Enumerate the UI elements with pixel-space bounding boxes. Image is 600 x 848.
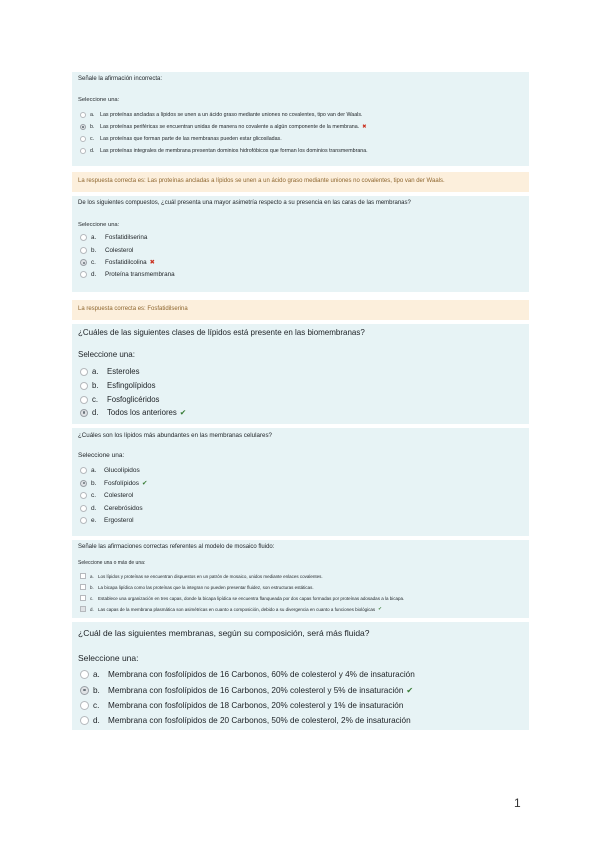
correct-icon: ✔ <box>179 408 187 417</box>
question-text: Señale la afirmación incorrecta: <box>78 76 163 82</box>
radio-button[interactable] <box>80 259 87 266</box>
option-label: Proteína transmembrana <box>105 271 175 278</box>
option-c[interactable]: c. Fosfoglicéridos <box>80 395 159 404</box>
radio-button[interactable] <box>80 409 88 417</box>
option-a[interactable]: a. Las proteínas ancladas a lípidos se unen a un ácido graso mediante uniones no covalentes, tipo van der Waals. <box>80 112 362 118</box>
option-d[interactable]: d. Cerebrósidos <box>80 505 143 512</box>
question-block-6 <box>72 622 529 730</box>
radio-button[interactable] <box>80 247 87 254</box>
option-label: Las proteínas periféricas se encuentran unidas de manera no covalente a algún componente de la membrana. <box>100 124 360 130</box>
option-c[interactable]: c. Membrana con fosfolípidos de 18 Carbonos, 20% colesterol y 1% de insaturación <box>80 701 403 710</box>
correct-icon: ✔ <box>378 606 382 611</box>
page-number: 1 <box>514 796 521 810</box>
radio-button[interactable] <box>80 480 87 487</box>
question-block-2 <box>72 196 529 292</box>
option-label: Membrana con fosfolípidos de 16 Carbonos, 20% colesterol y 5% de insaturación <box>108 685 404 695</box>
radio-button[interactable] <box>80 368 88 376</box>
select-prompt: Seleccione una: <box>78 350 135 359</box>
select-prompt: Seleccione una o más de una: <box>78 560 146 566</box>
option-b[interactable]: b. Las proteínas periféricas se encuentran unidas de manera no covalente a algún componente de la membrana. ✖ <box>80 124 367 130</box>
question-block-5 <box>72 540 529 618</box>
select-prompt: Seleccione una: <box>78 452 125 459</box>
question-text: De los siguientes compuestos, ¿cuál presenta una mayor asimetría respecto a su presencia en las caras de las membranas? <box>78 200 411 206</box>
option-c[interactable]: c. Colesterol <box>80 492 133 499</box>
option-label: La bicapa lipídica como las proteínas que la integran no pueden presentar fluidez, son estructuras estáticas. <box>98 584 314 590</box>
question-text: ¿Cuáles de las siguientes clases de lípidos está presente en las biomembranas? <box>78 328 365 337</box>
checkbox[interactable] <box>80 606 86 612</box>
option-label: Fosfolípidos <box>104 479 140 487</box>
option-label: Fosfoglicéridos <box>107 395 160 404</box>
option-b[interactable]: b. Fosfolípidos ✔ <box>80 479 148 487</box>
option-label: Esteroles <box>107 367 140 376</box>
question-text: ¿Cuál de las siguientes membranas, según su composición, será más fluida? <box>78 628 370 638</box>
option-c[interactable]: c. Fosfatidilcolina ✖ <box>80 259 155 266</box>
option-label: Colesterol <box>105 247 134 254</box>
option-label: Las capas de la membrana plasmática son asimétricas en cuanto a composición, debido a su divergencia en cuanto a funciones biológicas <box>98 606 376 612</box>
question-block-1 <box>72 72 529 166</box>
option-label: Esfingolípidos <box>107 381 156 390</box>
option-label: Fosfatidilcolina <box>105 259 147 266</box>
option-b[interactable]: b. Membrana con fosfolípidos de 16 Carbonos, 20% colesterol y 5% de insaturación ✔ <box>80 685 413 695</box>
option-label: Todos los anteriores <box>107 408 177 417</box>
option-label: Glucolípidos <box>104 467 140 474</box>
feedback-block-2 <box>72 300 529 320</box>
correct-icon: ✔ <box>142 480 148 487</box>
option-label: Las proteínas ancladas a lípidos se unen a un ácido graso mediante uniones no covalentes, tipo van der Waals. <box>100 112 363 118</box>
radio-button[interactable] <box>80 505 87 512</box>
option-label: Cerebrósidos <box>104 505 143 512</box>
radio-button[interactable] <box>80 686 89 695</box>
select-prompt: Seleccione una: <box>78 653 139 663</box>
option-label: Los lípidos y proteínas se encuentran dispuestos en un patrón de mosaico, unidos mediante enlaces covalentes. <box>98 573 323 579</box>
radio-button[interactable] <box>80 112 86 118</box>
checkbox[interactable] <box>80 573 86 579</box>
option-label: Las proteínas integrales de membrana presentan dominios hidrofóbicos que forman los dominios transmembrana. <box>100 148 368 154</box>
option-label: Fosfatidilserina <box>105 234 148 241</box>
option-label: Membrana con fosfolípidos de 18 Carbonos, 20% colesterol y 1% de insaturación <box>108 701 404 710</box>
option-a[interactable]: a. Membrana con fosfolípidos de 16 Carbonos, 60% de colesterol y 4% de insaturación <box>80 670 415 679</box>
option-label: Membrana con fosfolípidos de 16 Carbonos, 60% de colesterol y 4% de insaturación <box>108 670 415 679</box>
option-b[interactable]: b. La bicapa lipídica como las proteínas que la integran no pueden presentar fluidez, son estructuras estáticas. <box>80 584 314 590</box>
radio-button[interactable] <box>80 382 88 390</box>
correct-icon: ✔ <box>406 686 414 695</box>
option-b[interactable]: b. Colesterol <box>80 247 133 254</box>
option-a[interactable]: a. Glucolípidos <box>80 467 140 474</box>
select-prompt: Seleccione una: <box>78 97 120 103</box>
option-b[interactable]: b. Esfingolípidos <box>80 381 156 390</box>
feedback-block-1 <box>72 172 529 192</box>
option-c[interactable]: c. Establece una organización en tres capas, donde la bicapa lipídica se encuentra flanqueada por dos capas formadas por proteínas adosadas a la bicapa. <box>80 595 404 601</box>
checkbox[interactable] <box>80 595 86 601</box>
question-text: ¿Cuáles son los lípidos más abundantes en las membranas celulares? <box>78 432 272 439</box>
radio-button[interactable] <box>80 271 87 278</box>
option-d[interactable]: d. Proteína transmembrana <box>80 271 175 278</box>
question-block-3 <box>72 324 529 424</box>
incorrect-icon: ✖ <box>149 259 155 266</box>
radio-button[interactable] <box>80 124 86 130</box>
option-a[interactable]: a. Esteroles <box>80 367 140 376</box>
question-block-4 <box>72 428 529 536</box>
option-d[interactable]: d. Todos los anteriores ✔ <box>80 408 186 417</box>
radio-button[interactable] <box>80 396 88 404</box>
option-e[interactable]: e. Ergosterol <box>80 517 134 524</box>
option-label: Membrana con fosfolípidos de 20 Carbonos, 50% de colesterol, 2% de insaturación <box>108 716 411 725</box>
option-label: Colesterol <box>104 492 134 499</box>
radio-button[interactable] <box>80 148 86 154</box>
checkbox[interactable] <box>80 584 86 590</box>
option-d[interactable]: d. Las proteínas integrales de membrana presentan dominios hidrofóbicos que forman los dominios transmembrana. <box>80 148 368 154</box>
option-a[interactable]: a. Los lípidos y proteínas se encuentran dispuestos en un patrón de mosaico, unidos mediante enlaces covalentes. <box>80 573 323 579</box>
radio-button[interactable] <box>80 136 86 142</box>
incorrect-icon: ✖ <box>362 124 367 130</box>
option-label: Ergosterol <box>104 517 134 524</box>
radio-button[interactable] <box>80 701 89 710</box>
correct-answer-text: La respuesta correcta es: Fosfatidilserina <box>78 306 188 312</box>
option-label: Las proteínas que forman parte de las membranas pueden estar glicosiladas. <box>100 136 282 142</box>
correct-answer-text: La respuesta correcta es: Las proteínas ancladas a lípidos se unen a un ácido graso mediante uniones no covalentes, tipo van der Waals. <box>78 178 445 184</box>
option-d[interactable]: d. Membrana con fosfolípidos de 20 Carbonos, 50% de colesterol, 2% de insaturación <box>80 716 411 725</box>
select-prompt: Seleccione una: <box>78 222 120 228</box>
radio-button[interactable] <box>80 234 87 241</box>
radio-button[interactable] <box>80 492 87 499</box>
radio-button[interactable] <box>80 517 87 524</box>
question-text: Señale las afirmaciones correctas referentes al modelo de mosaico fluido: <box>78 544 275 550</box>
option-a[interactable]: a. Fosfatidilserina <box>80 234 147 241</box>
option-label: Establece una organización en tres capas, donde la bicapa lipídica se encuentra flanqueada por dos capas formadas por proteínas adosadas a la bicapa. <box>98 595 405 601</box>
radio-button[interactable] <box>80 467 87 474</box>
radio-button[interactable] <box>80 670 89 679</box>
option-c[interactable]: c. Las proteínas que forman parte de las membranas pueden estar glicosiladas. <box>80 136 282 142</box>
radio-button[interactable] <box>80 716 89 725</box>
option-d[interactable]: d. Las capas de la membrana plasmática son asimétricas en cuanto a composición, debido a su divergencia en cuanto a funciones biológicas ✔ <box>80 606 382 612</box>
